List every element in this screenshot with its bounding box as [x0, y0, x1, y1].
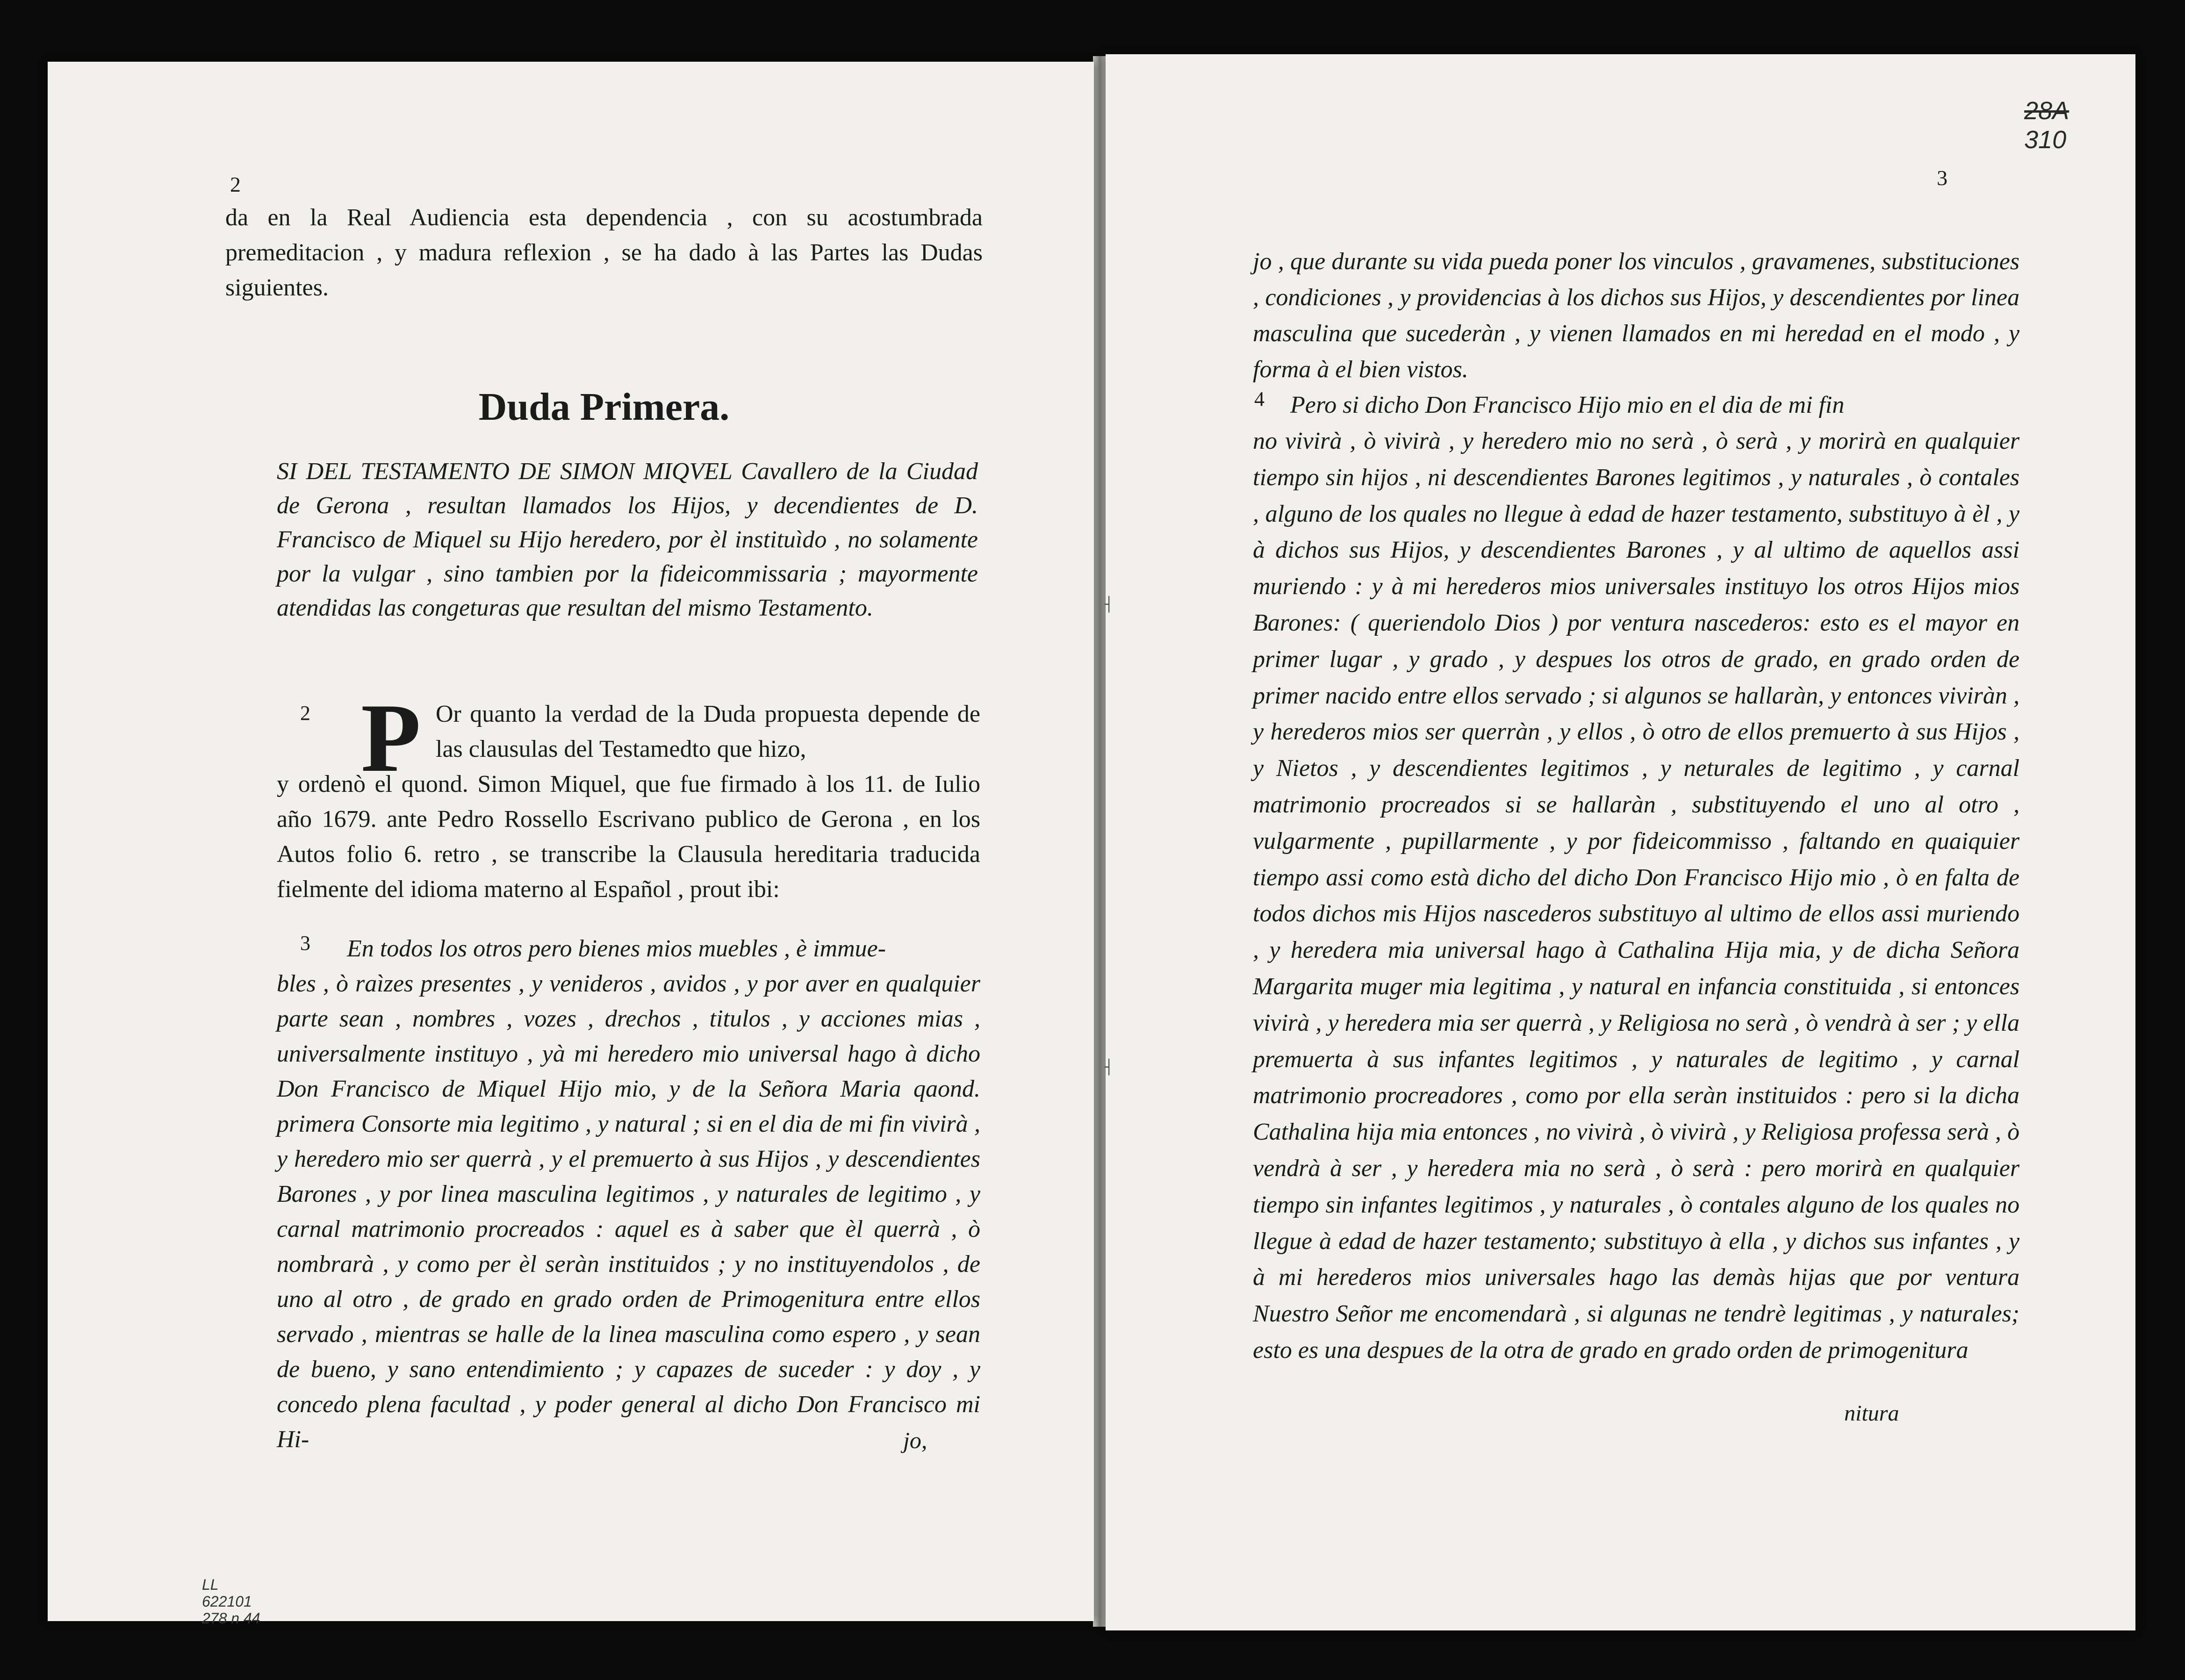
struck-folio-number: 28A — [2024, 97, 2070, 125]
paragraph-first-line: En todos los otros pero bienes mios muebles , è immue- — [347, 935, 886, 962]
folio-number: 310 — [2024, 126, 2067, 154]
paragraph-number: 2 — [300, 702, 310, 725]
doubt-statement: SI DEL TESTAMENTO DE SIMON MIQVEL Cavallero de la Ciudad de Gerona , resultan llamados los Hijos, y decendientes de D. Francisco de Miquel su Hijo heredero, por èl instituìdo , no solamente por la vulgar , sino tambien por la fideicommissaria ; mayormente atendidas las congeturas que resultan del mismo Testamento. — [277, 458, 978, 621]
paragraph-first-line: Pero si dicho Don Francisco Hijo mio en el dia de mi fin — [1290, 392, 1845, 418]
handwritten-margin-note: LL 622101 278 n 44 — [202, 1576, 260, 1627]
handwritten-folio-mark — [2024, 96, 2069, 154]
left-page — [48, 62, 1094, 1627]
binding-mark-icon: ┤ — [1105, 596, 1114, 613]
continuation-text: jo , que durante su vida pueda poner los vinculos , gravamenes, substituciones , condiciones , y providencias à los dichos sus Hijos, y descendientes por linea masculina que sucederàn , y vienen llamados en mi heredad en el modo , y forma à el bien vistos. — [1253, 248, 2020, 383]
drop-cap: P — [361, 684, 421, 792]
binding-mark-icon: ┤ — [1105, 1059, 1114, 1076]
paragraph-first-line: Or quanto la verdad de la Duda propuesta depende de las clausulas del Testamedto que hizo, — [436, 701, 980, 762]
book-gutter — [1093, 56, 1107, 1627]
paragraph-number: 4 — [1254, 388, 1265, 410]
paragraph-body: y ordenò el quond. Simon Miquel, que fue firmado à los 11. de Iulio año 1679. ante Pedro Rossello Escrivano publico de Gerona , en los Autos folio 6. retro , se transcribe la Clausula hereditaria traducida fielmente del idioma materno al Español , prout ibi: — [277, 771, 980, 903]
continuation-text: da en la Real Audiencia esta dependencia , con su acostumbrada premeditacion , y madura reflexion , se ha dado à las Partes las Dudas siguientes. — [225, 204, 983, 301]
paragraph-body: no vivirà , ò vivirà , y heredero mio no serà , ò serà , y morirà en qualquier tiempo sin hijos , ni descendientes Barones legitimos , y naturales , ò contales , alguno de los quales no llegue à edad de hazer testamento, substituyo à èl , y à dichos sus Hijos, y descendientes Barones , y al ultimo de aquellos assi muriendo : y à mi herederos mios universales instituyo los otros Hijos mios Barones: ( queriendolo Dios ) por ventura nascederos: esto es el mayor en primer lugar , y grado , y despues los otros de grado, en grado orden de primer nacido entre ellos servado ; si algunos se hallaràn, y entonces viviràn , y herederos mios ser querràn , y ellos , ò otro de ellos premuerto à sus Hijos , y Nietos , y descendientes legitimos , y neturales de legitimo , y carnal matrimonio procreados si se hallaràn , substituyendo el uno al otro , vulgarmente , pupillarmente , y por fideicommisso , faltando en quaiquier tiempo assi como està dicho del dicho Don Francisco Hijo mio , ò en falta de todos dichos mis Hijos nascederos substituyo al ultimo de ellos assi muriendo , y heredera mia universal hago à Cathalina Hija mia, y de dicha Señora Margarita muger mia legitima , y natural en infancia constituida , si entonces vivirà , y heredera mia ser querrà , y Religiosa no serà , ò vendrà à ser ; y ella premuerta à sus infantes legitimos , y naturales de legitimo , y carnal matrimonio procreadores , como por ella seràn instituidos : pero si la dicha Cathalina hija mia entonces , no vivirà , ò vivirà , y Religiosa professa serà , ò vendrà à ser , y heredera mia no serà , ò serà : pero morirà en qualquier tiempo sin infantes legitimos , y naturales , ò contales alguno de los quales no llegue à edad de hazer testamento; substituyo à ella , y dichos sus infantes , y à mi herederos mios universales hago las demàs hijas que por ventura Nuestro Señor me encomendarà , si algunas ne tendrè legitimas , y naturales; esto es una despues de la otra de grado en grado orden de primogenitura — [1253, 428, 2020, 1364]
page-number: 3 — [1937, 166, 1948, 190]
catchword: nitura — [1844, 1401, 1899, 1426]
paragraph-body: bles , ò raìzes presentes , y venideros , avidos , y por aver en qualquier parte sean , nombres , vozes , drechos , titulos , y acciones mias , universalmente instituyo , yà mi heredero mio universal hago à dicho Don Francisco de Miquel Hijo mio, y de la Señora Maria qaond. primera Consorte mia legitimo , y natural ; si en el dia de mi fin vivirà , y heredero mio ser querrà , y el premuerto à sus Hijos , y descendientes Barones , y por linea masculina legitimos , y naturales de legitimo , y carnal matrimonio procreados : aquel es à saber que èl querrà , ò nombrarà , y como per èl seràn instituidos ; y no instituyendolos , de uno al otro , de grado en grado orden de Primogenitura entre ellos servado , mientras se halle de la linea masculina como espero , y sean de bueno, y sano entendimiento ; y capazes de suceder : y doy , y concedo plena facultad , y poder general al dicho Don Francisco mi Hi- — [277, 970, 980, 1453]
catchword: jo, — [903, 1427, 927, 1453]
paragraph-number: 3 — [300, 932, 310, 955]
page-number: 2 — [230, 172, 241, 196]
section-heading: Duda Primera. — [478, 385, 730, 429]
right-page — [1106, 54, 2135, 1630]
